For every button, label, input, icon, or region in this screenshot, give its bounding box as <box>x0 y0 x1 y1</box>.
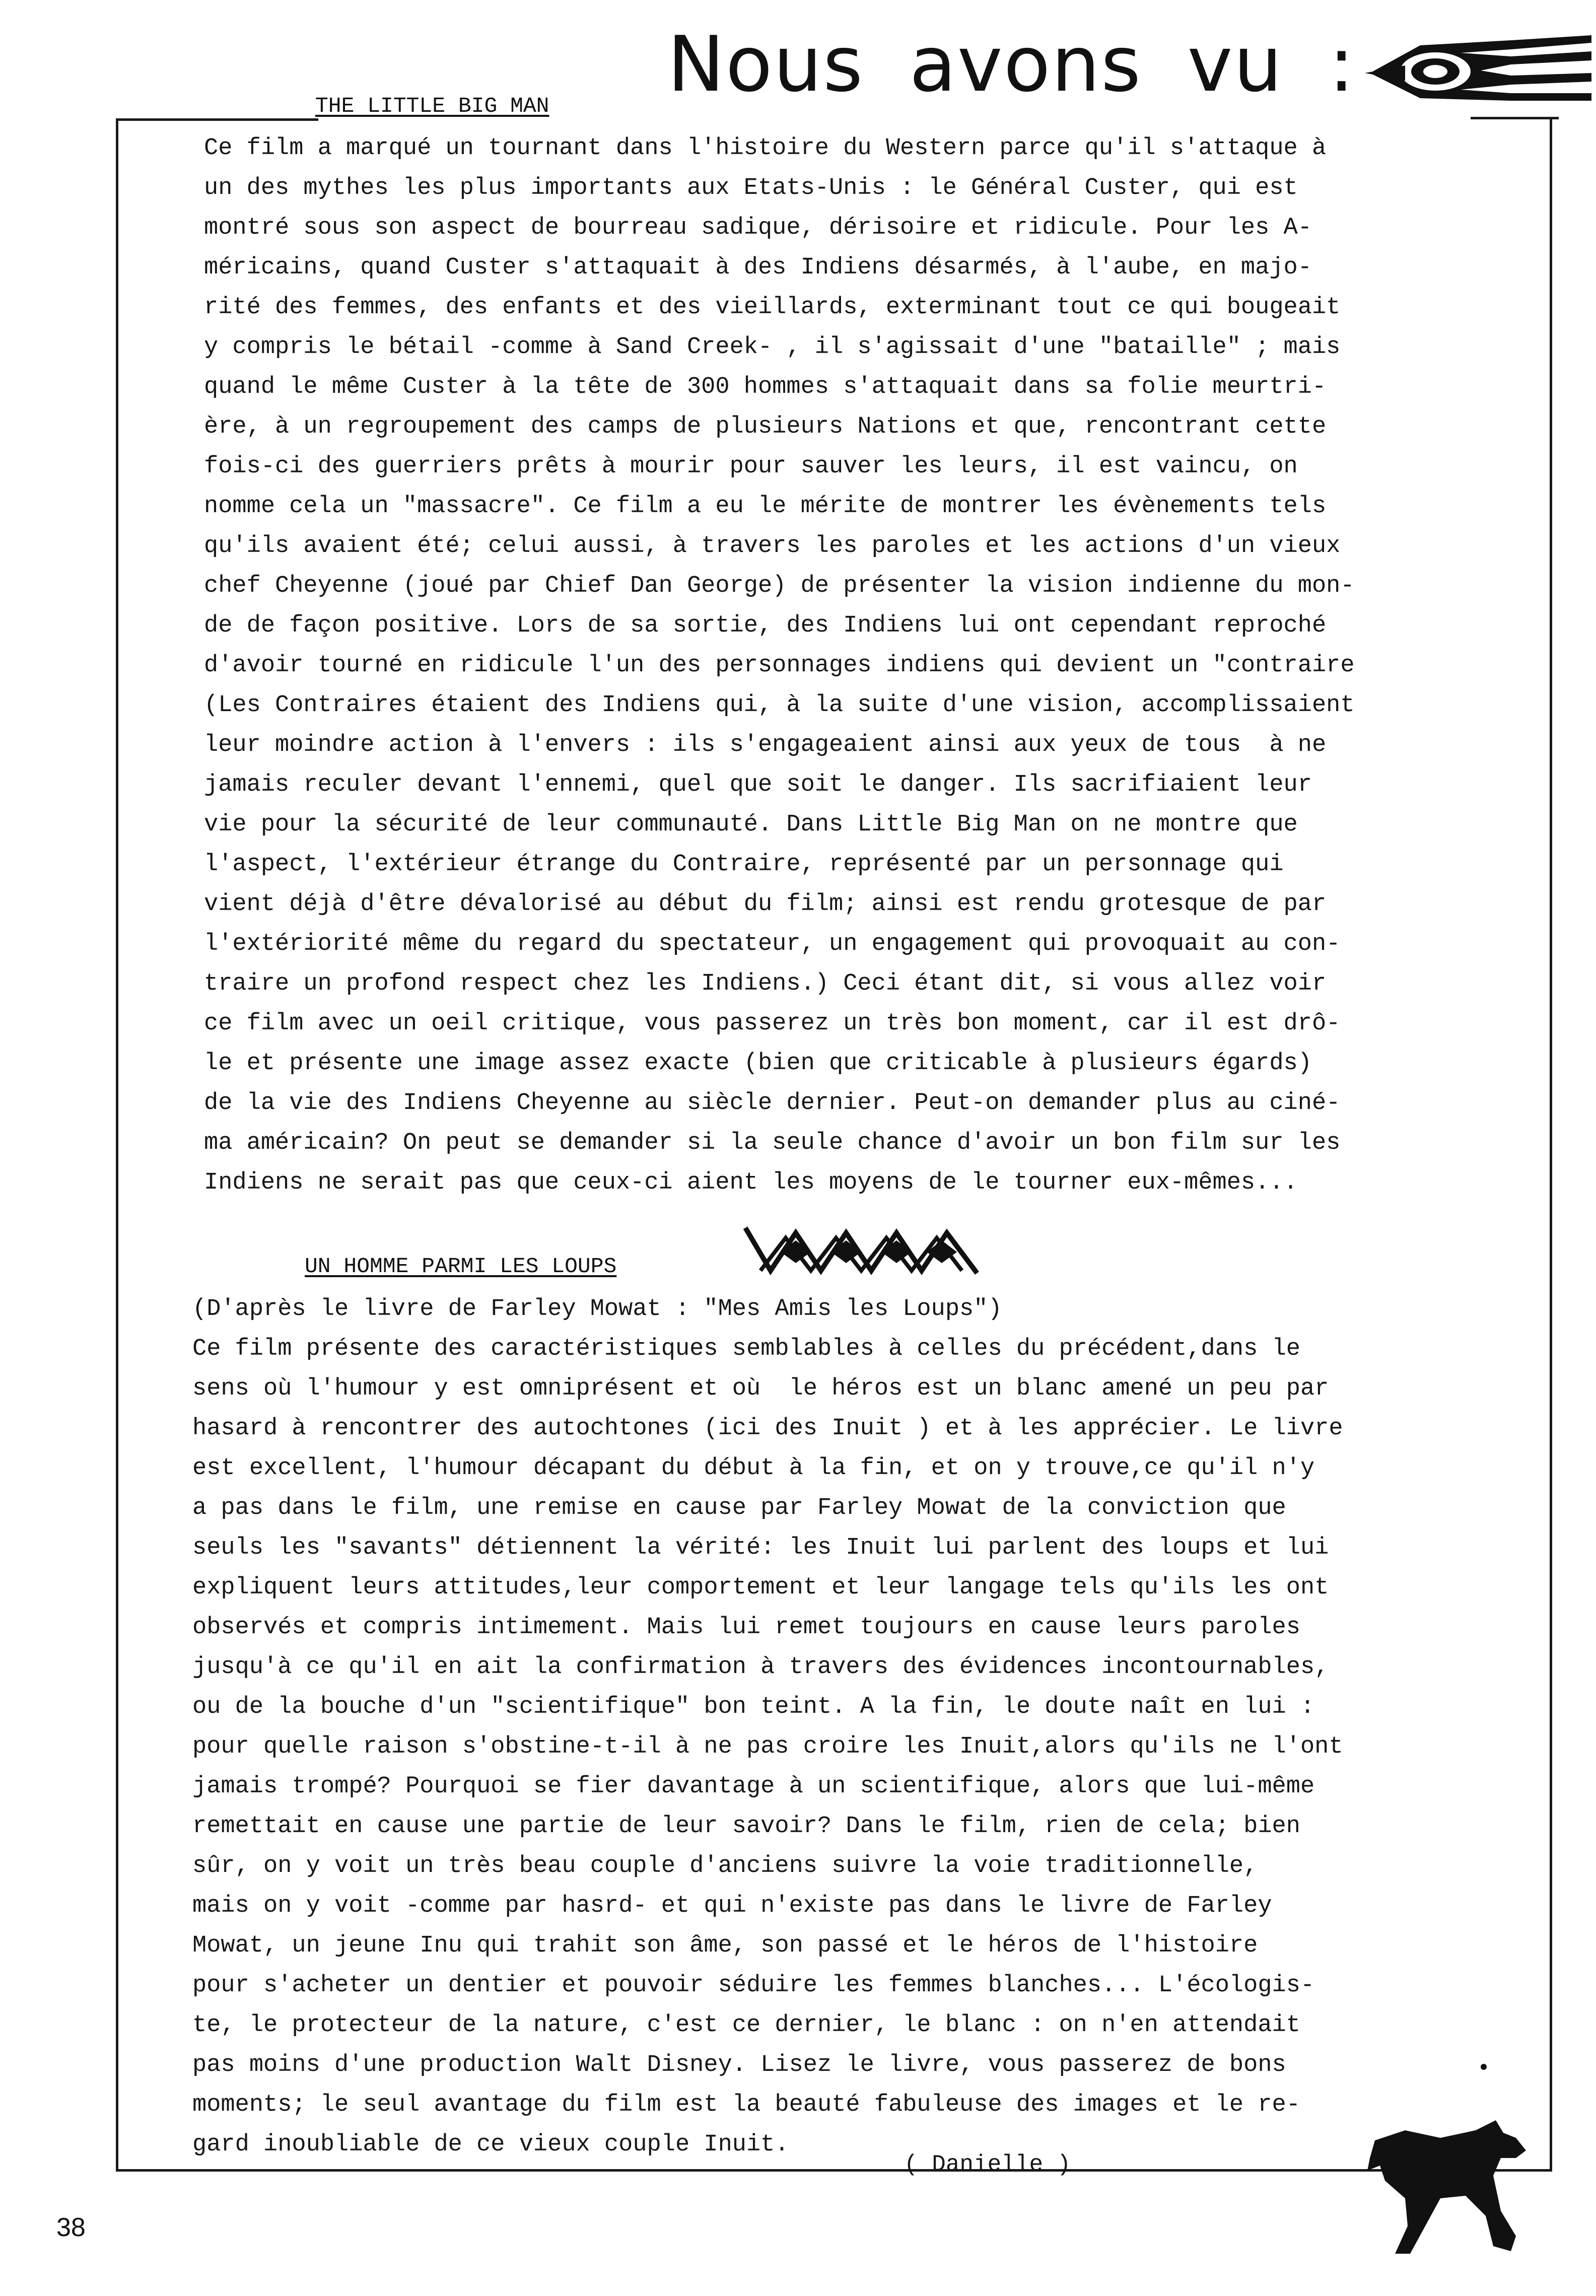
text-line: sûr, on y voit un très beau couple d'anciens suivre la voie traditionnelle, <box>192 1853 1258 1880</box>
text-line: Mowat, un jeune Inu qui trahit son âme, son passé et le héros de l'histoire <box>192 1932 1258 1959</box>
text-line: quand le même Custer à la tête de 300 hommes s'attaquait dans sa folie meurtri- <box>204 374 1327 400</box>
text-line: fois-ci des guerriers prêts à mourir pour sauver les leurs, il est vaincu, on <box>204 453 1298 480</box>
text-line: a pas dans le film, une remise en cause par Farley Mowat de la conviction que <box>192 1495 1286 1521</box>
text-line: un des mythes les plus importants aux Etats-Unis : le Général Custer, qui est <box>204 175 1298 201</box>
review-2-heading: UN HOMME PARMI LES LOUPS <box>305 1254 617 1279</box>
text-line: sens où l'humour y est omniprésent et où le héros est un blanc amené un peu par <box>192 1375 1329 1402</box>
wolf-silhouette-icon <box>1365 2110 1531 2256</box>
text-line: l'aspect, l'extérieur étrange du Contraire, représenté par un personnage qui <box>204 851 1284 878</box>
text-line: mais on y voit -comme par hasrd- et qui n'existe pas dans le livre de Farley <box>192 1893 1272 1919</box>
frame-top-left <box>117 118 318 121</box>
page-title: Nous avons vu : <box>667 20 1356 109</box>
text-line: leur moindre action à l'envers : ils s'engageaient ainsi aux yeux de tous à ne <box>204 732 1327 758</box>
text-line: Indiens ne serait pas que ceux-ci aient les moyens de le tourner eux-mêmes... <box>204 1169 1298 1196</box>
review-1-heading: THE LITTLE BIG MAN <box>315 94 549 118</box>
text-line: est excellent, l'humour décapant du début à la fin, et on y trouve,ce qu'il n'y <box>192 1455 1315 1482</box>
text-line: chef Cheyenne (joué par Chief Dan George) de présenter la vision indienne du mon- <box>204 573 1355 599</box>
text-line: jamais trompé? Pourquoi se fier davantage à un scientifique, alors que lui-même <box>192 1773 1315 1800</box>
text-line: ma américain? On peut se demander si la seule chance d'avoir un bon film sur les <box>204 1130 1341 1156</box>
text-line: jamais reculer devant l'ennemi, quel que soit le danger. Ils sacrifiaient leur <box>204 772 1312 798</box>
text-line: gard inoubliable de ce vieux couple Inuit. <box>192 2131 789 2158</box>
text-line: te, le protecteur de la nature, c'est ce dernier, le blanc : on n'en attendait <box>192 2012 1300 2039</box>
frame-bottom <box>116 2169 1390 2172</box>
text-line: l'extériorité même du regard du spectateur, un engagement qui provoquait au con- <box>204 931 1341 957</box>
text-line: nomme cela un "massacre". Ce film a eu le mérite de montrer les évènements tels <box>204 493 1327 520</box>
text-line: le et présente une image assez exacte (bien que criticable à plusieurs égards) <box>204 1050 1312 1077</box>
text-line: Ce film présente des caractéristiques semblables à celles du précédent,dans le <box>192 1336 1300 1362</box>
signature: ( Danielle ) <box>904 2151 1071 2178</box>
text-line: ou de la bouche d'un "scientifique" bon teint. A la fin, le doute naît en lui : <box>192 1694 1315 1720</box>
frame-left <box>116 118 118 2171</box>
text-line: pour quelle raison s'obstine-t-il à ne pas croire les Inuit,alors qu'ils ne l'ont <box>192 1733 1343 1760</box>
text-line: ce film avec un oeil critique, vous passerez un très bon moment, car il est drô- <box>204 1010 1341 1037</box>
text-line: jusqu'à ce qu'il en ait la confirmation à travers des évidences incontournables, <box>192 1654 1329 1681</box>
text-line: rité des femmes, des enfants et des vieillards, exterminant tout ce qui bougeait <box>204 294 1341 321</box>
text-line: y compris le bétail -comme à Sand Creek- , il s'agissait d'une "bataille" ; mais <box>204 334 1341 361</box>
text-line: observés et compris intimement. Mais lui remet toujours en cause leurs paroles <box>192 1614 1300 1641</box>
text-line: moments; le seul avantage du film est la beauté fabuleuse des images et le re- <box>192 2092 1300 2118</box>
text-line: ère, à un regroupement des camps de plusieurs Nations et que, rencontrant cette <box>204 413 1327 440</box>
text-line: montré sous son aspect de bourreau sadique, dérisoire et ridicule. Pour les A- <box>204 215 1312 241</box>
text-line: Ce film a marqué un tournant dans l'histoire du Western parce qu'il s'attaque à <box>204 135 1327 162</box>
page-number: 38 <box>56 2213 86 2242</box>
text-line: de de façon positive. Lors de sa sortie, des Indiens lui ont cependant reproché <box>204 612 1327 639</box>
text-line: hasard à rencontrer des autochtones (ici des Inuit ) et à les apprécier. Le livre <box>192 1415 1343 1442</box>
text-line: (D'après le livre de Farley Mowat : "Mes Amis les Loups") <box>192 1296 1002 1323</box>
text-line: seuls les "savants" détiennent la vérité: les Inuit lui parlent des loups et lui <box>192 1535 1329 1561</box>
text-line: traire un profond respect chez les Indiens.) Ceci étant dit, si vous allez voir <box>204 970 1327 997</box>
text-line: expliquent leurs attitudes,leur comportement et leur langage tels qu'ils les ont <box>192 1574 1329 1601</box>
text-line: vient déjà d'être dévalorisé au début du film; ainsi est rendu grotesque de par <box>204 891 1327 918</box>
frame-right <box>1550 118 1552 2171</box>
review-1-body <box>204 128 1355 1203</box>
text-line: de la vie des Indiens Cheyenne au siècle dernier. Peut-on demander plus au ciné- <box>204 1090 1341 1117</box>
zigzag-ornament-icon <box>740 1223 982 1277</box>
text-line: (Les Contraires étaient des Indiens qui, à la suite d'une vision, accomplissaient <box>204 692 1355 719</box>
stray-dot <box>1481 2064 1487 2070</box>
text-line: pour s'acheter un dentier et pouvoir séduire les femmes blanches... L'écologis- <box>192 1972 1315 1999</box>
eye-glyph-icon <box>1360 25 1596 121</box>
text-line: pas moins d'une production Walt Disney. Lisez le livre, vous passerez de bons <box>192 2052 1286 2078</box>
text-line: qu'ils avaient été; celui aussi, à travers les paroles et les actions d'un vieux <box>204 533 1341 560</box>
frame-top-right <box>1471 117 1559 119</box>
text-line: remettait en cause une partie de leur savoir? Dans le film, rien de cela; bien <box>192 1813 1300 1840</box>
text-line: méricains, quand Custer s'attaquait à des Indiens désarmés, à l'aube, en majo- <box>204 254 1312 281</box>
review-2-body <box>192 1289 1343 2165</box>
text-line: d'avoir tourné en ridicule l'un des personnages indiens qui devient un "contraire <box>204 652 1355 679</box>
text-line: vie pour la sécurité de leur communauté. Dans Little Big Man on ne montre que <box>204 811 1298 838</box>
